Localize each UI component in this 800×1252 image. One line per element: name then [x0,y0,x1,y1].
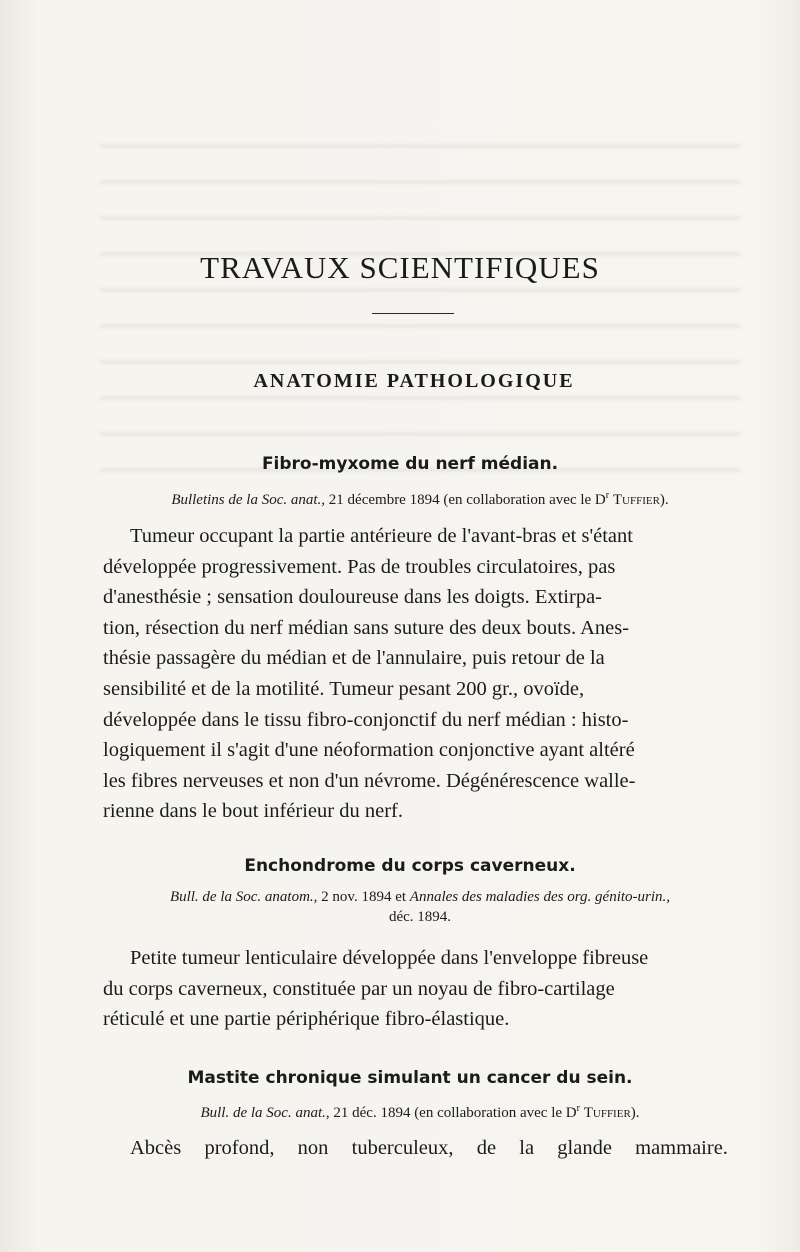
body-line: sensibilité et de la motilité. Tumeur pesant 200 gr., ovoïde, [103,677,585,700]
body-line: les fibres nerveuses et non d'un névrome. Dégénérescence walle- [103,769,636,792]
body-line: réticulé et une partie périphérique fibro-élastique. [103,1008,510,1031]
entry-body [103,521,728,827]
entry-title: Mastite chronique simulant un cancer du sein. [187,1068,633,1088]
word: de [476,1137,497,1159]
reference-date: déc. 1894. [388,909,452,925]
entry-body-line [130,1137,728,1160]
reference-details: 21 déc. 1894 (en collaboration avec le D [329,1105,577,1121]
reference-tail: ). [630,1105,640,1121]
body-line: Petite tumeur lenticulaire développée dans l'enveloppe fibreuse [130,947,649,969]
entry-reference [100,1099,740,1123]
journal-name: Bulletins de la Soc. anat., [171,492,326,508]
journal-name: Annales des maladies des org. génito-urin., [409,889,671,905]
body-line: thésie passagère du médian et de l'annulaire, puis retour de la [103,647,605,670]
entry-reference [100,486,740,510]
entry-title: Enchondrome du corps caverneux. [244,856,576,876]
reference-details: 2 nov. 1894 et [317,889,410,905]
reference-details: 21 décembre 1894 (en collaboration avec le D [325,492,606,508]
body-line: Tumeur occupant la partie antérieure de l'avant-bras et s'étant [130,525,633,547]
body-line: développée progressivement. Pas de troubles circulatoires, pas [103,555,616,578]
word: tuberculeux, [351,1137,454,1159]
word: Abcès [130,1137,182,1159]
body-line: logiquement il s'agit d'une néoformation conjonctive ayant altéré [103,739,635,762]
body-line: du corps caverneux, constituée par un noyau de fibro-cartilage [103,977,615,1000]
word: mammaire. [635,1137,728,1159]
body-line: d'anesthésie ; sensation douloureuse dans les doigts. Extirpa- [103,586,603,609]
collaborator-name: Tuffier [612,492,660,508]
body-line: tion, résection du nerf médian sans suture des deux bouts. Anes- [103,616,630,639]
entry-reference [100,887,740,927]
body-line: rienne dans le bout inférieur du nerf. [103,800,403,823]
journal-name: Bull. de la Soc. anatom., [169,889,318,905]
word: glande [557,1137,612,1159]
word: profond, [204,1137,275,1159]
reference-title-suffix: r [576,1103,580,1114]
word: non [297,1137,329,1159]
reference-title-suffix: r [605,490,610,501]
bleed-through-texture [100,120,740,500]
word: la [519,1137,535,1159]
section-heading: ANATOMIE PATHOLOGIQUE [253,370,575,392]
body-line: développée dans le tissu fibro-conjonctif du nerf médian : histo- [103,708,629,731]
collaborator-name: Tuffier [583,1105,631,1121]
entry-body [103,943,728,1035]
entry-title: Fibro-myxome du nerf médian. [261,454,559,474]
journal-name: Bull. de la Soc. anat., [200,1105,330,1121]
reference-tail: ). [659,492,669,508]
page-title: TRAVAUX SCIENTIFIQUES [200,250,600,285]
title-divider [372,313,454,314]
